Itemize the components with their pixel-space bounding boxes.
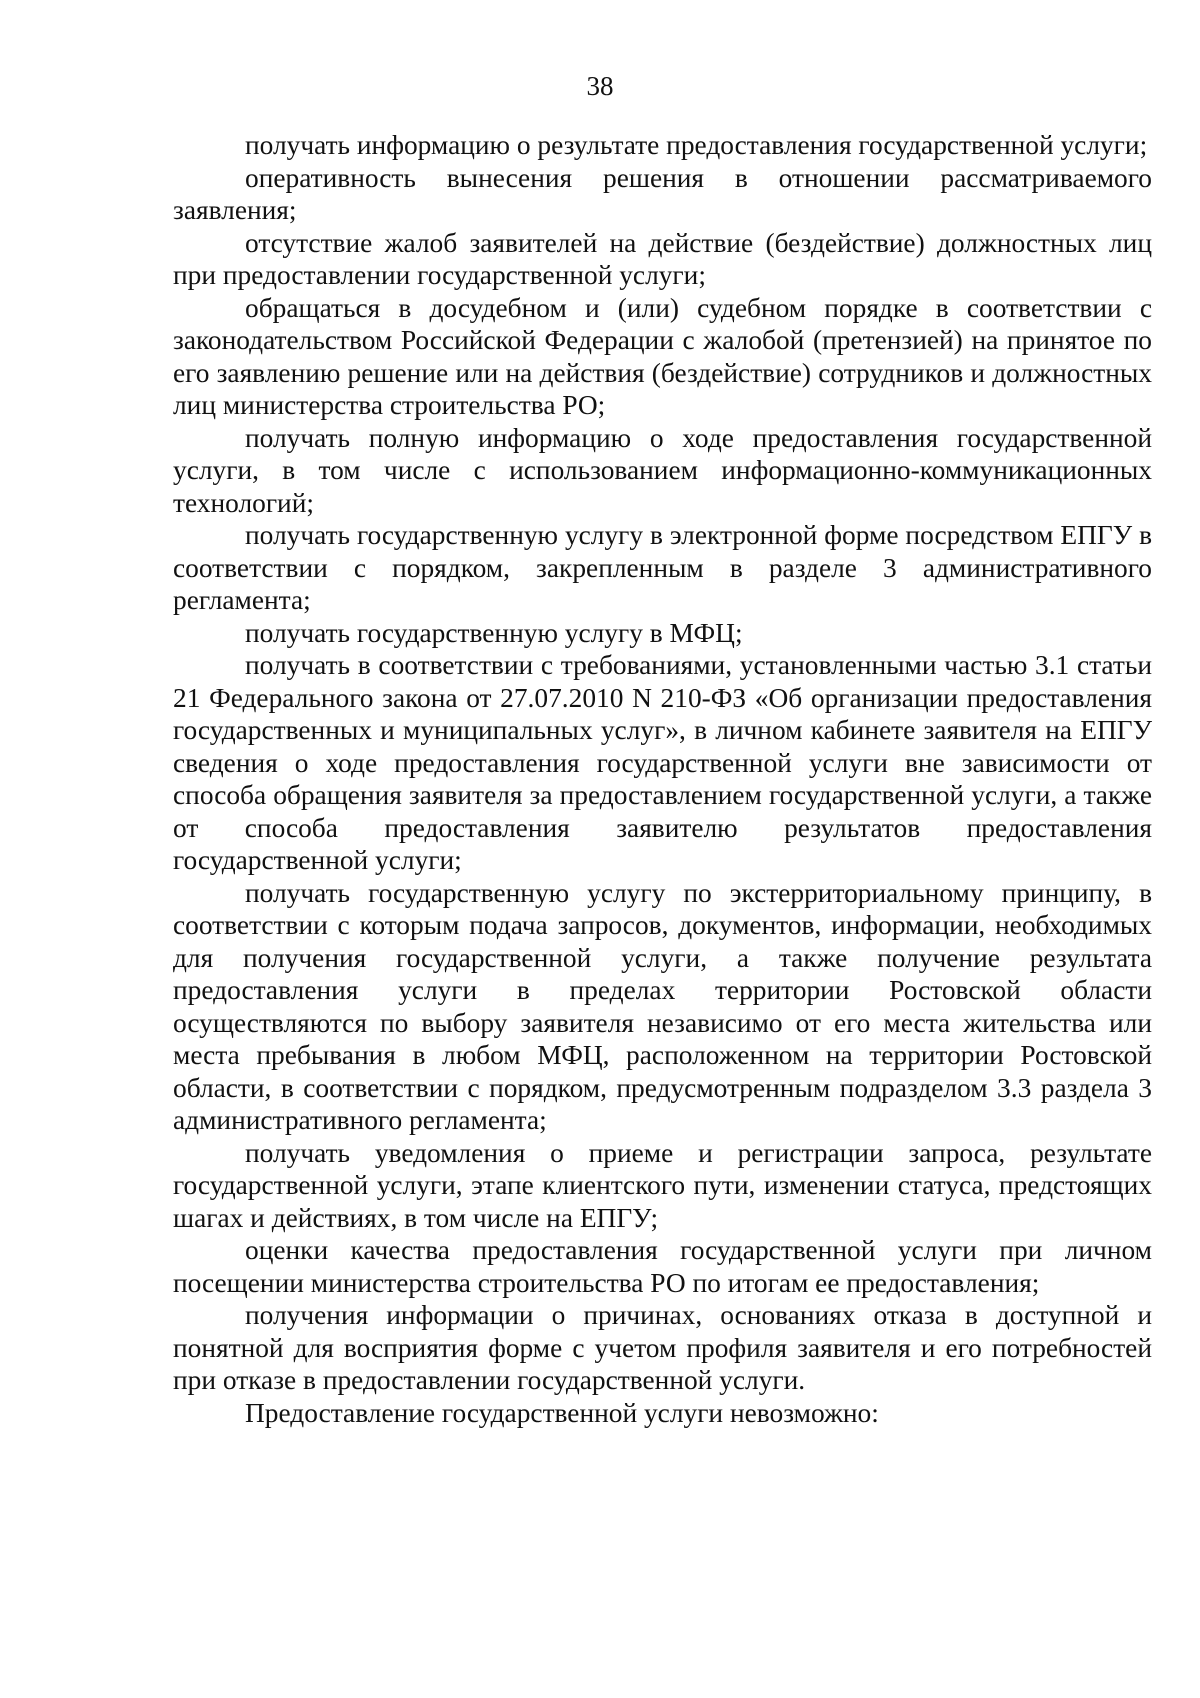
paragraph: получения информации о причинах, основаниях отказа в доступной и понятной для восприятия форме с учетом профиля заявителя и его потребностей при отказе в предоставлении государственной услуги. — [173, 1300, 1152, 1395]
paragraph: оперативность вынесения решения в отношении рассматриваемого заявления; — [173, 162, 1152, 225]
page-number: 38 — [586, 71, 614, 101]
paragraph: получать информацию о результате предоставления государственной услуги; — [245, 130, 1148, 160]
paragraph: получать уведомления о приеме и регистрации запроса, результате государственной услуги, этапе клиентского пути, изменении статуса, предстоящих шагах и действиях, в том числе на ЕПГУ; — [173, 1137, 1152, 1233]
paragraph: отсутствие жалоб заявителей на действие (бездействие) должностных лиц при предоставлении государственной услуги; — [173, 227, 1152, 290]
paragraph: получать государственную услугу в электронной форме посредством ЕПГУ в соответствии с порядком, закрепленным в разделе 3 административного регламента; — [173, 520, 1152, 615]
document-body — [173, 129, 1152, 1429]
paragraph: получать в соответствии с требованиями, установленными частью 3.1 статьи 21 Федерального закона от 27.07.2010 N 210-ФЗ «Об организации предоставления государственных и муниципальных услуг», в личном кабинете заявителя на ЕПГУ сведения о ходе предоставления государственной услуги вне зависимости от способа обращения заявителя за предоставлением государственной услуги, а также от способа предоставления заявителю результатов предоставления государственной услуги; — [173, 650, 1152, 875]
paragraph: получать полную информацию о ходе предоставления государственной услуги, в том числе с использованием информационно-коммуникационных технологий; — [173, 422, 1152, 518]
paragraph: оценки качества предоставления государственной услуги при личном посещении министерства строительства РО по итогам ее предоставления; — [173, 1235, 1152, 1298]
paragraph: Предоставление государственной услуги невозможно: — [245, 1397, 879, 1428]
paragraph: обращаться в досудебном и (или) судебном порядке в соответствии с законодательством Российской Федерации с жалобой (претензией) на принятое по его заявлению решение или на действия (бездействие) сотрудников и должностных лиц министерства строительства РО; — [173, 292, 1152, 420]
paragraph: получать государственную услугу в МФЦ; — [245, 617, 743, 648]
paragraph: получать государственную услугу по экстерриториальному принципу, в соответствии с которым подача запросов, документов, информации, необходимых для получения государственной услуги, а также получение результата предоставления услуги в пределах территории Ростовской области осуществляются по выбору заявителя независимо от его места жительства или места пребывания в любом МФЦ, расположенном на территории Ростовской области, в соответствии с порядком, предусмотренным подразделом 3.3 раздела 3 административного регламента; — [173, 877, 1152, 1135]
